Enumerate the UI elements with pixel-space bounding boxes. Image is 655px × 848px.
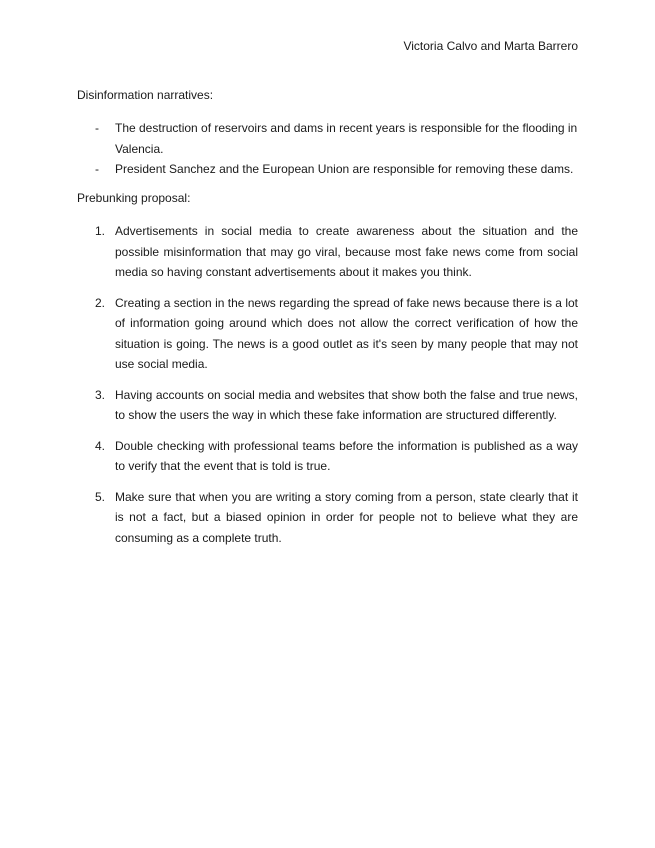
- list-item: [95, 293, 578, 375]
- list-item-text: President Sanchez and the European Union are responsible for removing these dams.: [115, 162, 574, 176]
- item-number: 5.: [95, 489, 106, 504]
- bullet-marker: -: [95, 162, 99, 176]
- bullet-marker: -: [95, 121, 99, 135]
- item-number: 2.: [95, 295, 106, 310]
- disinformation-list: [95, 118, 578, 180]
- prebunking-list: [95, 221, 578, 558]
- list-item: [95, 118, 578, 159]
- disinformation-heading: Disinformation narratives:: [77, 88, 214, 102]
- list-item: [95, 159, 578, 180]
- prebunking-heading: Prebunking proposal:: [77, 191, 191, 205]
- list-item-text: Double checking with professional teams before the information is published as a way to verify that the event that is told is true.: [115, 438, 578, 473]
- item-number: 3.: [95, 387, 106, 402]
- list-item: [95, 436, 578, 477]
- list-item-text: The destruction of reservoirs and dams in recent years is responsible for the flooding in Valencia.: [115, 121, 578, 156]
- list-item-text: Make sure that when you are writing a story coming from a person, state clearly that it is not a fact, but a biased opinion in order for people not to believe what they are consuming as a complete truth.: [115, 489, 578, 545]
- list-item-text: Advertisements in social media to create awareness about the situation and the possible misinformation that may go viral, because most fake news come from social media so having constant advertisements about it makes you think.: [115, 224, 578, 279]
- list-item-text: Creating a section in the news regarding the spread of fake news because there is a lot of information going around which does not allow the correct verification of how the situation is going. The news is a good outlet as it's seen by many people that may not use social media.: [115, 295, 578, 371]
- item-number: 1.: [95, 224, 106, 238]
- list-item: [95, 385, 578, 426]
- item-number: 4.: [95, 438, 106, 453]
- list-item: [95, 487, 578, 549]
- list-item: [95, 221, 578, 283]
- list-item-text: Having accounts on social media and websites that show both the false and true news, to show the users the way in which these fake information are structured differently.: [115, 387, 578, 422]
- author-line: Victoria Calvo and Marta Barrero: [403, 39, 578, 53]
